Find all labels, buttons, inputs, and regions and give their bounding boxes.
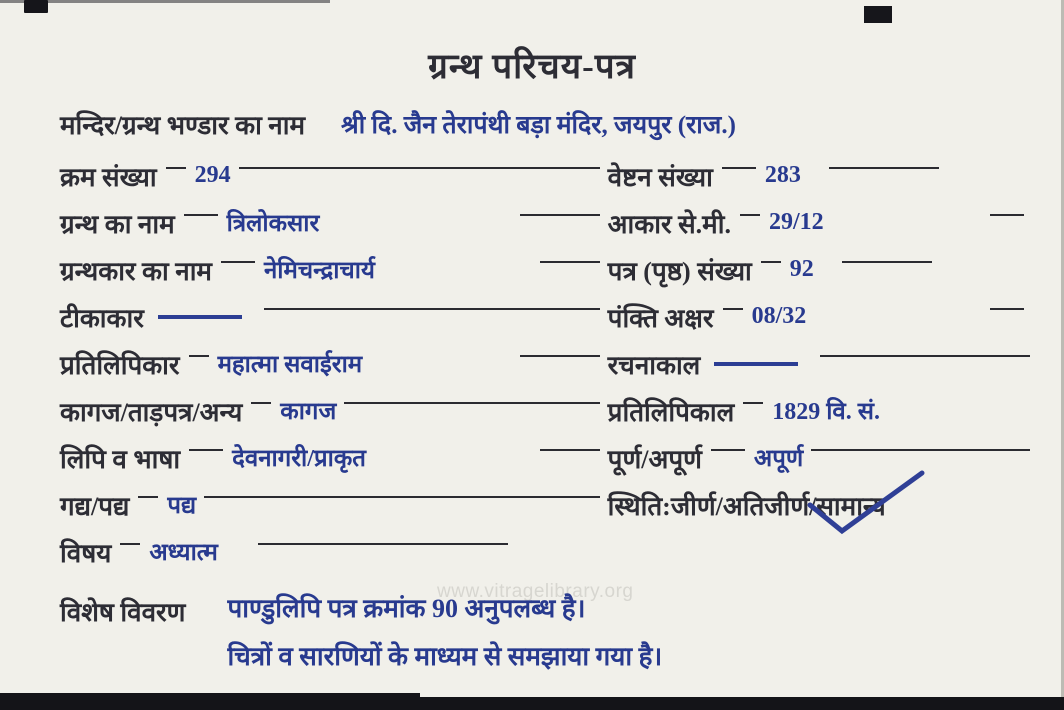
field-folio-count [608, 252, 1038, 288]
rule-line [990, 214, 1024, 216]
temple-name-value: श्री दि. जैन तेरापंथी बड़ा मंदिर, जयपुर (राज.) [341, 112, 736, 139]
field-copyist [60, 346, 608, 382]
rule-line [743, 402, 763, 404]
rule-line [204, 496, 600, 498]
field-serial-number [60, 158, 608, 194]
row-bookname-size [60, 199, 1038, 246]
scan-edge-bottom [0, 697, 1064, 710]
serial-number-value: 294 [194, 162, 231, 188]
scan-edge-top [0, 0, 330, 3]
rule-line [120, 543, 140, 545]
rule-line [264, 308, 600, 310]
special-details-line-1: पाण्डुलिपि पत्र क्रमांक 90 अनुपलब्ध है। [227, 594, 586, 623]
material-value: कागज [280, 399, 337, 425]
field-author-name [60, 252, 608, 288]
row-temple-name [60, 96, 1038, 152]
rule-line [829, 167, 939, 169]
script-language-value: देवनागरी/प्राकृत [232, 446, 366, 472]
field-composition-date [608, 346, 1038, 382]
completeness-value: अपूर्ण [753, 446, 804, 472]
row-copyist-composition [60, 340, 1038, 387]
watermark-text: www.vitragelibrary.org [437, 581, 634, 602]
copyist-value: महात्मा सवाईराम [217, 352, 363, 378]
subject-label: विषय [60, 538, 112, 568]
lines-letters-value: 08/32 [751, 303, 807, 329]
card-title: ग्रन्थ परिचय-पत्र [428, 47, 636, 86]
field-material [60, 393, 608, 429]
bundle-number-value: 283 [764, 162, 801, 188]
rule-line [166, 167, 186, 169]
rule-line [189, 449, 223, 451]
bundle-number-label: वेष्टन संख्या [607, 162, 713, 192]
rule-line [990, 308, 1024, 310]
row-material-copydate [60, 387, 1038, 434]
field-condition [608, 487, 1038, 523]
field-copy-date [608, 393, 1038, 429]
row-author-folios [60, 246, 1038, 293]
field-bundle-number [608, 158, 1038, 194]
catalog-form [60, 96, 1038, 673]
field-book-name [60, 205, 608, 241]
size-cm-label: आकार से.मी. [607, 209, 731, 239]
folio-count-value: 92 [789, 256, 814, 282]
rule-line [722, 167, 756, 169]
rule-line [540, 261, 600, 263]
author-name-value: नेमिचन्द्राचार्य [263, 258, 375, 284]
row-script-completeness [60, 434, 1038, 481]
book-name-label: ग्रन्थ का नाम [60, 209, 175, 239]
folio-count-label: पत्र (पृष्ठ) संख्या [607, 256, 752, 286]
commentator-label: टीकाकार [60, 303, 144, 333]
temple-name-label: मन्दिर/ग्रन्थ भण्डार का नाम [60, 111, 306, 140]
field-size-cm [608, 205, 1038, 241]
special-details-label: विशेष विवरण [60, 598, 186, 627]
scan-mark-top-left [24, 0, 48, 13]
row-subject [60, 528, 1038, 575]
rule-line [344, 402, 599, 404]
rule-line [711, 449, 745, 451]
rule-line [842, 261, 932, 263]
copy-date-value: 1829 वि. सं. [772, 399, 881, 425]
rule-line [723, 308, 743, 310]
row-special-details [60, 589, 1038, 673]
material-label: कागज/ताड़पत्र/अन्य [60, 397, 243, 427]
rule-line [184, 214, 218, 216]
rule-line [761, 261, 781, 263]
rule-line [820, 355, 1030, 357]
field-completeness [608, 440, 1038, 476]
scan-mark-top-right [864, 6, 892, 23]
row-commentator-lines [60, 293, 1038, 340]
lines-letters-label: पंक्ति अक्षर [607, 303, 714, 333]
field-commentator [60, 299, 608, 335]
field-prose-verse [60, 487, 608, 523]
author-name-label: ग्रन्थकार का नाम [60, 256, 212, 286]
field-lines-letters [608, 299, 1038, 335]
condition-marked-option [816, 487, 885, 523]
rule-line [239, 167, 600, 169]
special-details-line-2: चित्रों व सारणियों के माध्यम से समझाया गया है। [227, 642, 663, 671]
book-name-value: त्रिलोकसार [226, 211, 320, 237]
field-subject [60, 534, 608, 570]
field-script-language [60, 440, 608, 476]
rule-line [740, 214, 760, 216]
rule-line [520, 214, 600, 216]
rule-line [811, 449, 1030, 451]
rule-line [520, 355, 600, 357]
row-prose-condition [60, 481, 1038, 528]
rule-line [221, 261, 255, 263]
script-language-label: लिपि व भाषा [60, 444, 181, 474]
copy-date-label: प्रतिलिपिकाल [607, 397, 735, 427]
condition-option-samanya: सामान्य [816, 491, 886, 521]
rule-line [138, 496, 158, 498]
condition-label: स्थिति:जीर्ण/अतिजीर्ण/ [607, 491, 817, 521]
blank-value-mark [714, 362, 798, 366]
rule-line [258, 543, 508, 545]
prose-verse-value: पद्य [167, 493, 197, 519]
rule-line [189, 355, 209, 357]
prose-verse-label: गद्य/पद्य [60, 491, 130, 521]
copyist-label: प्रतिलिपिकार [60, 350, 180, 380]
serial-number-label: क्रम संख्या [60, 162, 157, 192]
special-details-value [227, 589, 662, 673]
composition-date-label: रचनाकाल [607, 350, 701, 380]
blank-value-mark [158, 315, 242, 319]
row-serial-bundle [60, 152, 1038, 199]
rule-line [251, 402, 271, 404]
subject-value: अध्यात्म [149, 540, 218, 566]
rule-line [540, 449, 600, 451]
size-cm-value: 29/12 [768, 209, 824, 235]
completeness-label: पूर्ण/अपूर्ण [607, 444, 702, 474]
